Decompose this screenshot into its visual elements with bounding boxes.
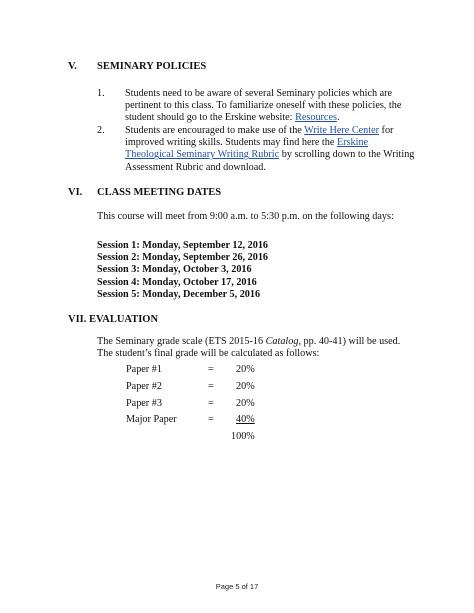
section-5-number: V.	[68, 61, 77, 72]
evaluation-intro	[97, 336, 415, 360]
class-meeting-intro: This course will meet from 9:00 a.m. to 5:30 p.m. on the following days:	[97, 211, 394, 222]
grade-percent: 20%	[236, 398, 255, 409]
policy-item-2-text-before: Students are encouraged to make use of the	[125, 125, 305, 136]
grade-label: Paper #2	[126, 381, 162, 392]
grade-equals: =	[208, 414, 214, 425]
section-6-number: VI.	[68, 187, 83, 198]
evaluation-intro-before: The Seminary grade scale (ETS 2015-16	[97, 336, 266, 347]
section-5-title: SEMINARY POLICIES	[97, 61, 207, 72]
session-item: Session 1: Monday, September 12, 2016	[97, 240, 269, 251]
grade-equals: =	[208, 398, 214, 409]
policy-item-1-text-after: .	[336, 112, 340, 124]
write-here-center-link[interactable]: Write Here Center	[304, 125, 379, 136]
session-item: Session 4: Monday, October 17, 2016	[97, 276, 257, 288]
grade-label: Paper #3	[126, 398, 162, 409]
session-item: Session 2: Monday, September 26, 2016	[97, 252, 269, 264]
policy-item-1-text	[125, 88, 415, 125]
grade-label: Paper #1	[126, 364, 162, 375]
policy-item-2-text	[125, 125, 415, 174]
grade-equals: =	[208, 381, 214, 392]
grade-percent: 20%	[236, 364, 255, 375]
resources-link[interactable]: Resources	[295, 112, 337, 124]
session-item: Session 5: Monday, December 5, 2016	[97, 288, 261, 300]
section-7-title: VII. EVALUATION	[68, 314, 159, 325]
policy-item-1-number: 1.	[97, 88, 105, 99]
grade-percent: 20%	[236, 381, 255, 392]
policy-item-2-text-middle: for improved writing skills. Students may find here the	[125, 125, 394, 149]
grade-equals: =	[208, 364, 214, 375]
section-6-title: CLASS MEETING DATES	[97, 187, 222, 198]
evaluation-intro-after: , pp. 40-41) will be used. The student’s final grade will be calculated as follows:	[97, 336, 401, 360]
writing-rubric-link[interactable]: Erskine Theological Seminary Writing Rubric	[125, 137, 369, 161]
grade-percent: 40%	[236, 414, 255, 425]
grade-total: 100%	[231, 431, 255, 442]
policy-item-2-text-after: by scrolling down to the Writing Assessment Rubric and download.	[125, 149, 415, 173]
page-footer: Page 5 of 17	[215, 582, 259, 591]
session-list	[97, 240, 268, 301]
session-item: Session 3: Monday, October 3, 2016	[97, 264, 252, 276]
policy-item-2-number: 2.	[97, 125, 105, 136]
grade-label: Major Paper	[126, 414, 177, 425]
policy-item-1-text-before: Students need to be aware of several Seminary policies which are pertinent to this class. To familiarize oneself with these policies, the student should go to the Erskine website:	[125, 88, 402, 124]
catalog-italic: Catalog	[265, 336, 299, 347]
